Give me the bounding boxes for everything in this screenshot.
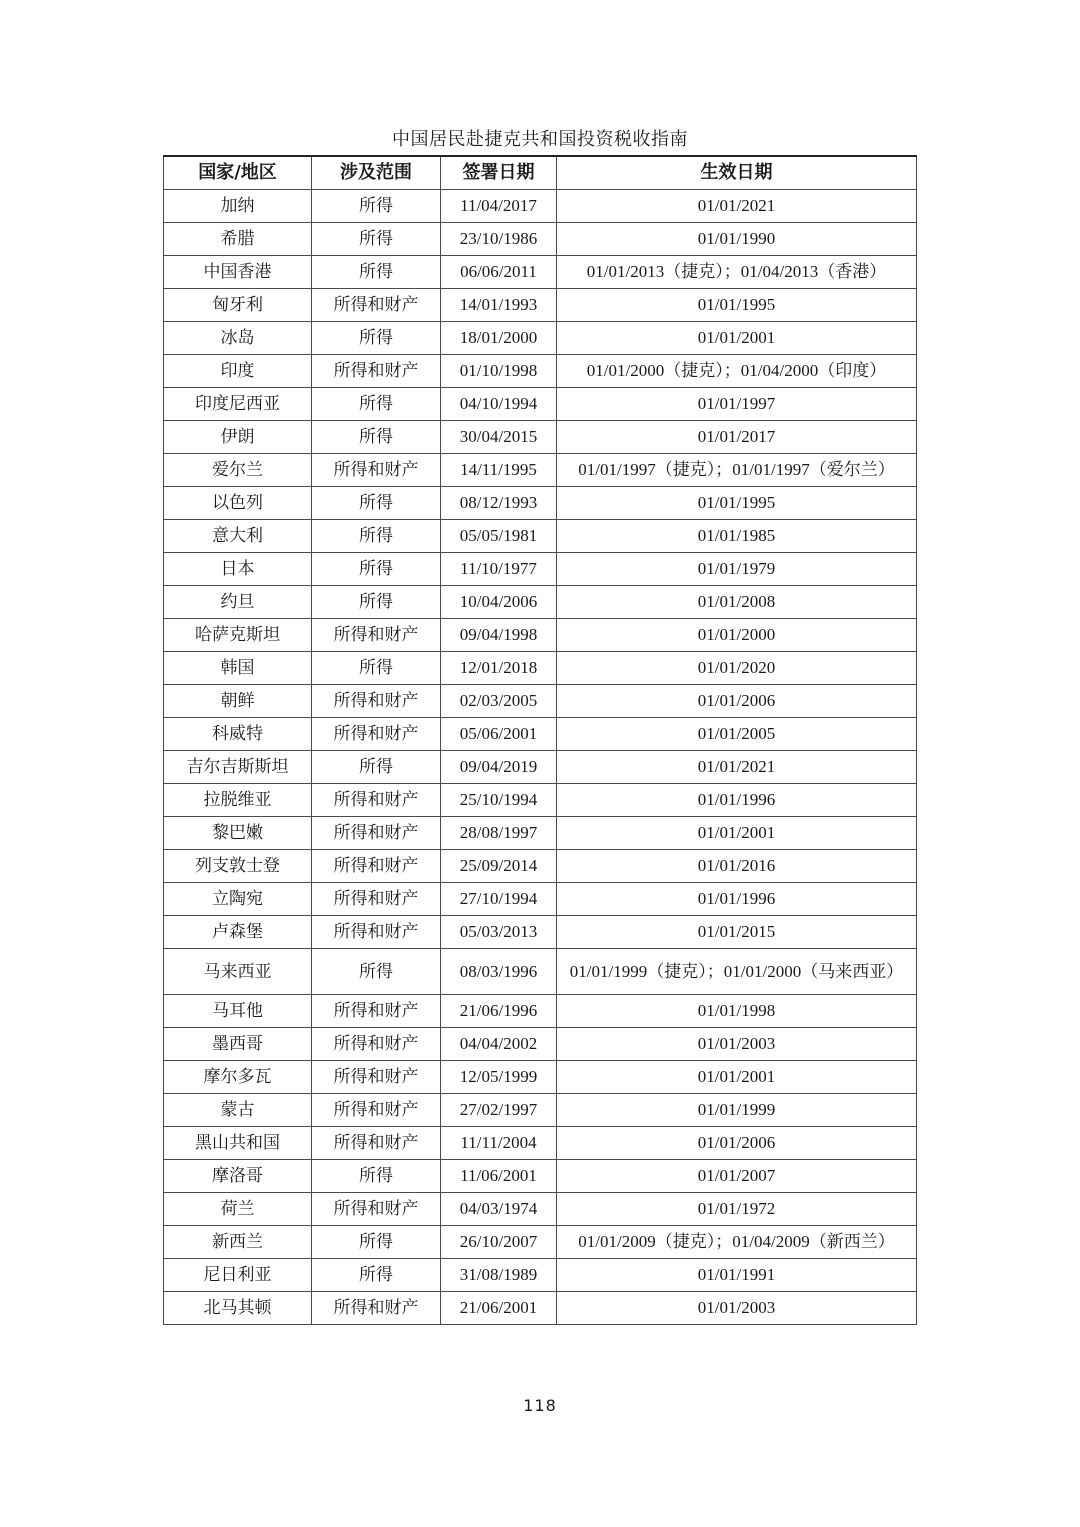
country-cell: 以色列 — [164, 487, 312, 520]
country-cell: 立陶宛 — [164, 883, 312, 916]
table-row — [164, 1028, 917, 1061]
effective-date-cell: 01/01/1997（捷克）；01/01/1997（爱尔兰） — [557, 454, 917, 487]
table-row — [164, 685, 917, 718]
scope-cell: 所得和财产 — [312, 718, 441, 751]
table-row — [164, 1160, 917, 1193]
table-row — [164, 190, 917, 223]
scope-cell: 所得和财产 — [312, 1061, 441, 1094]
effective-date-cell: 01/01/2006 — [557, 1127, 917, 1160]
scope-cell: 所得和财产 — [312, 817, 441, 850]
country-cell: 匈牙利 — [164, 289, 312, 322]
effective-date-cell: 01/01/1997 — [557, 388, 917, 421]
signing-date-cell: 06/06/2011 — [441, 256, 557, 289]
signing-date-cell: 11/04/2017 — [441, 190, 557, 223]
effective-date-cell: 01/01/1991 — [557, 1259, 917, 1292]
table-row — [164, 1292, 917, 1325]
effective-date-cell: 01/01/2003 — [557, 1292, 917, 1325]
signing-date-cell: 27/02/1997 — [441, 1094, 557, 1127]
signing-date-cell: 23/10/1986 — [441, 223, 557, 256]
table-row — [164, 586, 917, 619]
signing-date-cell: 11/10/1977 — [441, 553, 557, 586]
signing-date-cell: 02/03/2005 — [441, 685, 557, 718]
scope-cell: 所得和财产 — [312, 1127, 441, 1160]
table-row — [164, 916, 917, 949]
scope-cell: 所得 — [312, 751, 441, 784]
table-row — [164, 850, 917, 883]
signing-date-cell: 08/03/1996 — [441, 949, 557, 995]
header-signing-date: 签署日期 — [441, 156, 557, 190]
table-row — [164, 553, 917, 586]
scope-cell: 所得 — [312, 322, 441, 355]
country-cell: 冰岛 — [164, 322, 312, 355]
scope-cell: 所得 — [312, 421, 441, 454]
signing-date-cell: 25/10/1994 — [441, 784, 557, 817]
scope-cell: 所得 — [312, 1259, 441, 1292]
signing-date-cell: 04/03/1974 — [441, 1193, 557, 1226]
effective-date-cell: 01/01/2008 — [557, 586, 917, 619]
effective-date-cell: 01/01/1999 — [557, 1094, 917, 1127]
effective-date-cell: 01/01/1996 — [557, 784, 917, 817]
tax-treaty-table — [163, 155, 917, 1325]
country-cell: 科威特 — [164, 718, 312, 751]
scope-cell: 所得和财产 — [312, 619, 441, 652]
effective-date-cell: 01/01/2021 — [557, 751, 917, 784]
effective-date-cell: 01/01/1995 — [557, 487, 917, 520]
country-cell: 列支敦士登 — [164, 850, 312, 883]
scope-cell: 所得 — [312, 388, 441, 421]
scope-cell: 所得和财产 — [312, 1193, 441, 1226]
signing-date-cell: 25/09/2014 — [441, 850, 557, 883]
table-row — [164, 487, 917, 520]
scope-cell: 所得 — [312, 553, 441, 586]
country-cell: 墨西哥 — [164, 1028, 312, 1061]
signing-date-cell: 14/01/1993 — [441, 289, 557, 322]
scope-cell: 所得 — [312, 256, 441, 289]
effective-date-cell: 01/01/2017 — [557, 421, 917, 454]
signing-date-cell: 08/12/1993 — [441, 487, 557, 520]
scope-cell: 所得 — [312, 487, 441, 520]
effective-date-cell: 01/01/2013（捷克）；01/04/2013（香港） — [557, 256, 917, 289]
scope-cell: 所得和财产 — [312, 1028, 441, 1061]
effective-date-cell: 01/01/2001 — [557, 1061, 917, 1094]
effective-date-cell: 01/01/2015 — [557, 916, 917, 949]
country-cell: 朝鲜 — [164, 685, 312, 718]
signing-date-cell: 10/04/2006 — [441, 586, 557, 619]
scope-cell: 所得 — [312, 223, 441, 256]
table-row — [164, 1259, 917, 1292]
effective-date-cell: 01/01/2001 — [557, 817, 917, 850]
signing-date-cell: 12/05/1999 — [441, 1061, 557, 1094]
signing-date-cell: 09/04/2019 — [441, 751, 557, 784]
signing-date-cell: 09/04/1998 — [441, 619, 557, 652]
table-row — [164, 223, 917, 256]
effective-date-cell: 01/01/1999（捷克）；01/01/2000（马来西亚） — [557, 949, 917, 995]
table-row — [164, 1193, 917, 1226]
scope-cell: 所得 — [312, 949, 441, 995]
country-cell: 加纳 — [164, 190, 312, 223]
scope-cell: 所得和财产 — [312, 1094, 441, 1127]
table-row — [164, 995, 917, 1028]
country-cell: 中国香港 — [164, 256, 312, 289]
signing-date-cell: 31/08/1989 — [441, 1259, 557, 1292]
country-cell: 黑山共和国 — [164, 1127, 312, 1160]
scope-cell: 所得和财产 — [312, 1292, 441, 1325]
table-row — [164, 949, 917, 995]
country-cell: 马耳他 — [164, 995, 312, 1028]
scope-cell: 所得和财产 — [312, 916, 441, 949]
country-cell: 希腊 — [164, 223, 312, 256]
country-cell: 卢森堡 — [164, 916, 312, 949]
table-row — [164, 784, 917, 817]
country-cell: 日本 — [164, 553, 312, 586]
table-row — [164, 421, 917, 454]
table-row — [164, 751, 917, 784]
country-cell: 印度尼西亚 — [164, 388, 312, 421]
scope-cell: 所得和财产 — [312, 850, 441, 883]
signing-date-cell: 28/08/1997 — [441, 817, 557, 850]
signing-date-cell: 21/06/2001 — [441, 1292, 557, 1325]
effective-date-cell: 01/01/2009（捷克）；01/04/2009（新西兰） — [557, 1226, 917, 1259]
country-cell: 印度 — [164, 355, 312, 388]
country-cell: 爱尔兰 — [164, 454, 312, 487]
country-cell: 哈萨克斯坦 — [164, 619, 312, 652]
effective-date-cell: 01/01/2000（捷克）；01/04/2000（印度） — [557, 355, 917, 388]
effective-date-cell: 01/01/1990 — [557, 223, 917, 256]
table-row — [164, 817, 917, 850]
scope-cell: 所得 — [312, 190, 441, 223]
scope-cell: 所得和财产 — [312, 883, 441, 916]
country-cell: 尼日利亚 — [164, 1259, 312, 1292]
table-row — [164, 883, 917, 916]
page-number: 118 — [523, 1396, 557, 1415]
effective-date-cell: 01/01/2016 — [557, 850, 917, 883]
country-cell: 黎巴嫩 — [164, 817, 312, 850]
signing-date-cell: 21/06/1996 — [441, 995, 557, 1028]
scope-cell: 所得和财产 — [312, 685, 441, 718]
table-row — [164, 1061, 917, 1094]
table-row — [164, 718, 917, 751]
signing-date-cell: 12/01/2018 — [441, 652, 557, 685]
country-cell: 韩国 — [164, 652, 312, 685]
effective-date-cell: 01/01/1996 — [557, 883, 917, 916]
table-row — [164, 1127, 917, 1160]
signing-date-cell: 18/01/2000 — [441, 322, 557, 355]
country-cell: 荷兰 — [164, 1193, 312, 1226]
scope-cell: 所得 — [312, 1226, 441, 1259]
scope-cell: 所得和财产 — [312, 454, 441, 487]
effective-date-cell: 01/01/2005 — [557, 718, 917, 751]
scope-cell: 所得和财产 — [312, 355, 441, 388]
table-row — [164, 322, 917, 355]
table-row — [164, 520, 917, 553]
effective-date-cell: 01/01/2006 — [557, 685, 917, 718]
scope-cell: 所得 — [312, 520, 441, 553]
country-cell: 摩尔多瓦 — [164, 1061, 312, 1094]
country-cell: 马来西亚 — [164, 949, 312, 995]
signing-date-cell: 04/04/2002 — [441, 1028, 557, 1061]
document-title: 中国居民赴捷克共和国投资税收指南 — [392, 129, 688, 150]
country-cell: 北马其顿 — [164, 1292, 312, 1325]
scope-cell: 所得 — [312, 652, 441, 685]
effective-date-cell: 01/01/1972 — [557, 1193, 917, 1226]
effective-date-cell: 01/01/2000 — [557, 619, 917, 652]
effective-date-cell: 01/01/1995 — [557, 289, 917, 322]
signing-date-cell: 05/05/1981 — [441, 520, 557, 553]
country-cell: 蒙古 — [164, 1094, 312, 1127]
effective-date-cell: 01/01/2001 — [557, 322, 917, 355]
scope-cell: 所得和财产 — [312, 289, 441, 322]
table-row — [164, 256, 917, 289]
scope-cell: 所得 — [312, 586, 441, 619]
header-country: 国家/地区 — [164, 156, 312, 190]
effective-date-cell: 01/01/1998 — [557, 995, 917, 1028]
effective-date-cell: 01/01/1979 — [557, 553, 917, 586]
signing-date-cell: 14/11/1995 — [441, 454, 557, 487]
table-row — [164, 619, 917, 652]
effective-date-cell: 01/01/2020 — [557, 652, 917, 685]
table-row — [164, 289, 917, 322]
country-cell: 约旦 — [164, 586, 312, 619]
signing-date-cell: 05/03/2013 — [441, 916, 557, 949]
country-cell: 新西兰 — [164, 1226, 312, 1259]
header-effective-date: 生效日期 — [557, 156, 917, 190]
country-cell: 吉尔吉斯斯坦 — [164, 751, 312, 784]
effective-date-cell: 01/01/2021 — [557, 190, 917, 223]
table-body — [164, 190, 917, 1325]
signing-date-cell: 11/06/2001 — [441, 1160, 557, 1193]
signing-date-cell: 27/10/1994 — [441, 883, 557, 916]
table-row — [164, 1226, 917, 1259]
signing-date-cell: 01/10/1998 — [441, 355, 557, 388]
table-row — [164, 1094, 917, 1127]
signing-date-cell: 30/04/2015 — [441, 421, 557, 454]
table-row — [164, 388, 917, 421]
scope-cell: 所得 — [312, 1160, 441, 1193]
signing-date-cell: 11/11/2004 — [441, 1127, 557, 1160]
table-row — [164, 454, 917, 487]
country-cell: 意大利 — [164, 520, 312, 553]
country-cell: 摩洛哥 — [164, 1160, 312, 1193]
scope-cell: 所得和财产 — [312, 784, 441, 817]
country-cell: 伊朗 — [164, 421, 312, 454]
table-header-row — [164, 156, 917, 190]
effective-date-cell: 01/01/2003 — [557, 1028, 917, 1061]
country-cell: 拉脱维亚 — [164, 784, 312, 817]
scope-cell: 所得和财产 — [312, 995, 441, 1028]
signing-date-cell: 05/06/2001 — [441, 718, 557, 751]
signing-date-cell: 26/10/2007 — [441, 1226, 557, 1259]
header-scope: 涉及范围 — [312, 156, 441, 190]
effective-date-cell: 01/01/2007 — [557, 1160, 917, 1193]
table-row — [164, 355, 917, 388]
signing-date-cell: 04/10/1994 — [441, 388, 557, 421]
effective-date-cell: 01/01/1985 — [557, 520, 917, 553]
table-row — [164, 652, 917, 685]
